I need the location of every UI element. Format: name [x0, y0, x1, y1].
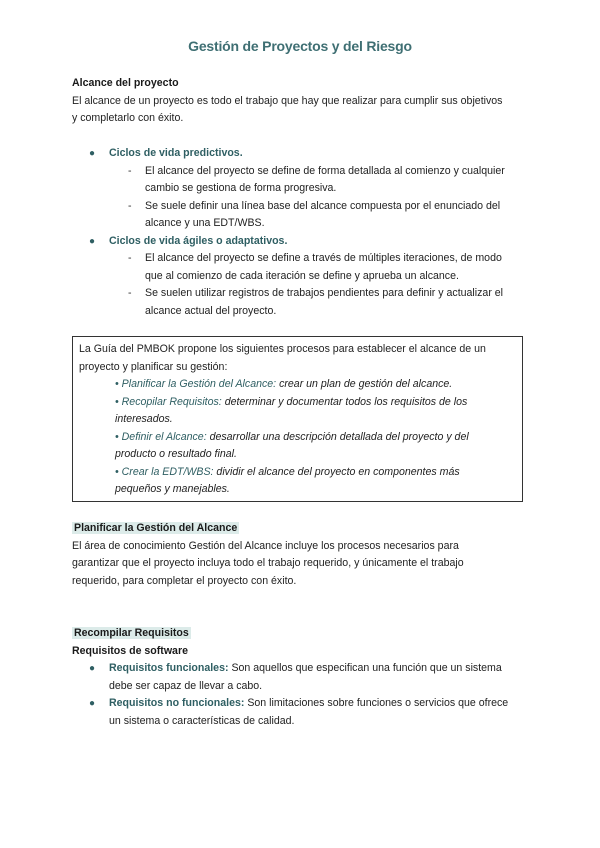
sub-item-line: El alcance del proyecto se define de forma detallada al comienzo y cualquier [145, 164, 505, 177]
process-term: • Recopilar Requisitos: [115, 395, 222, 408]
bullet-icon: ● [89, 663, 96, 674]
list-item [72, 145, 542, 163]
bullet-icon: ● [89, 235, 96, 247]
bullet-icon: ● [89, 148, 96, 159]
bullet-label: Requisitos no funcionales: [109, 697, 245, 709]
alcance-heading: Alcance del proyecto [72, 77, 179, 89]
planificar-line: requerido, para completar el proyecto con éxito. [72, 574, 297, 587]
sub-list-item [72, 250, 542, 285]
sub-list-item [72, 285, 542, 320]
list-item [72, 695, 542, 730]
recopilar-heading: Recompilar Requisitos [74, 627, 189, 639]
bullet-text: Son aquellos que especifican una función que un sistema [228, 662, 502, 674]
ciclos-list [72, 145, 542, 320]
planificar-heading: Planificar la Gestión del Alcance [74, 522, 238, 534]
bullet-label: Requisitos funcionales: [109, 662, 229, 674]
bullet-label: Ciclos de vida ágiles o adaptativos. [109, 234, 288, 247]
process-item [79, 429, 516, 447]
process-item [79, 394, 516, 412]
dash-icon: - [128, 199, 132, 212]
process-item [79, 376, 516, 394]
planificar-line: garantizar que el proyecto incluya todo el trabajo requerido, y únicamente el trabajo [72, 557, 464, 569]
process-item [79, 464, 516, 482]
dash-icon: - [128, 164, 132, 177]
sub-item-line: que al comienzo de cada iteración se define y aprueba un alcance. [145, 269, 459, 282]
process-desc: interesados. [115, 413, 173, 425]
recopilar-subheading: Requisitos de software [72, 644, 188, 657]
bullet-icon: ● [89, 698, 96, 709]
process-desc: producto o resultado final. [115, 448, 237, 460]
box-intro-line: La Guía del PMBOK propone los siguientes procesos para establecer el alcance de un [79, 343, 486, 355]
process-item-cont [79, 446, 516, 464]
recopilar-section [72, 625, 542, 730]
process-term: • Planificar la Gestión del Alcance: [115, 378, 277, 390]
process-desc: pequeños y manejables. [115, 483, 230, 495]
sub-item-line: alcance y una EDT/WBS. [145, 217, 265, 229]
planificar-line: El área de conocimiento Gestión del Alcance incluye los procesos necesarios para [72, 539, 459, 552]
sub-item-line: alcance actual del proyecto. [145, 304, 277, 317]
bullet-text: debe ser capaz de llevar a cabo. [109, 679, 263, 692]
process-desc: desarrollar una descripción detallada del proyecto y del [206, 430, 469, 443]
pmbok-box [72, 336, 523, 502]
planificar-section [72, 520, 532, 590]
page-title: Gestión de Proyectos y del Riesgo [188, 38, 412, 54]
process-desc: dividir el alcance del proyecto en componentes más [213, 465, 460, 478]
sub-item-line: Se suele definir una línea base del alcance compuesta por el enunciado del [145, 199, 501, 212]
bullet-text: Son limitaciones sobre funciones o servicios que ofrece [244, 697, 509, 709]
process-term: • Crear la EDT/WBS: [115, 465, 214, 478]
bullet-label: Ciclos de vida predictivos. [109, 147, 243, 159]
alcance-intro-line: y completarlo con éxito. [72, 112, 184, 124]
alcance-intro-line: El alcance de un proyecto es todo el trabajo que hay que realizar para cumplir sus objetivos [72, 94, 503, 107]
process-term: • Definir el Alcance: [115, 430, 207, 443]
bullet-text: un sistema o características de calidad. [109, 714, 295, 727]
sub-list-item [72, 198, 542, 233]
list-item [72, 660, 542, 695]
list-item [72, 233, 542, 251]
process-desc: determinar y documentar todos los requisitos de los [221, 395, 468, 408]
sub-list-item [72, 163, 542, 198]
process-desc: crear un plan de gestión del alcance. [276, 378, 453, 390]
sub-item-line: El alcance del proyecto se define a través de múltiples iteraciones, de modo [145, 252, 502, 264]
box-intro-line: proyecto y planificar su gestión: [79, 360, 228, 373]
process-item-cont [79, 481, 516, 499]
process-item-cont [79, 411, 516, 429]
dash-icon: - [128, 252, 132, 264]
sub-item-line: Se suelen utilizar registros de trabajos pendientes para definir y actualizar el [145, 287, 504, 299]
alcance-section [72, 75, 532, 128]
dash-icon: - [128, 287, 132, 299]
sub-item-line: cambio se gestiona de forma progresiva. [145, 182, 337, 194]
